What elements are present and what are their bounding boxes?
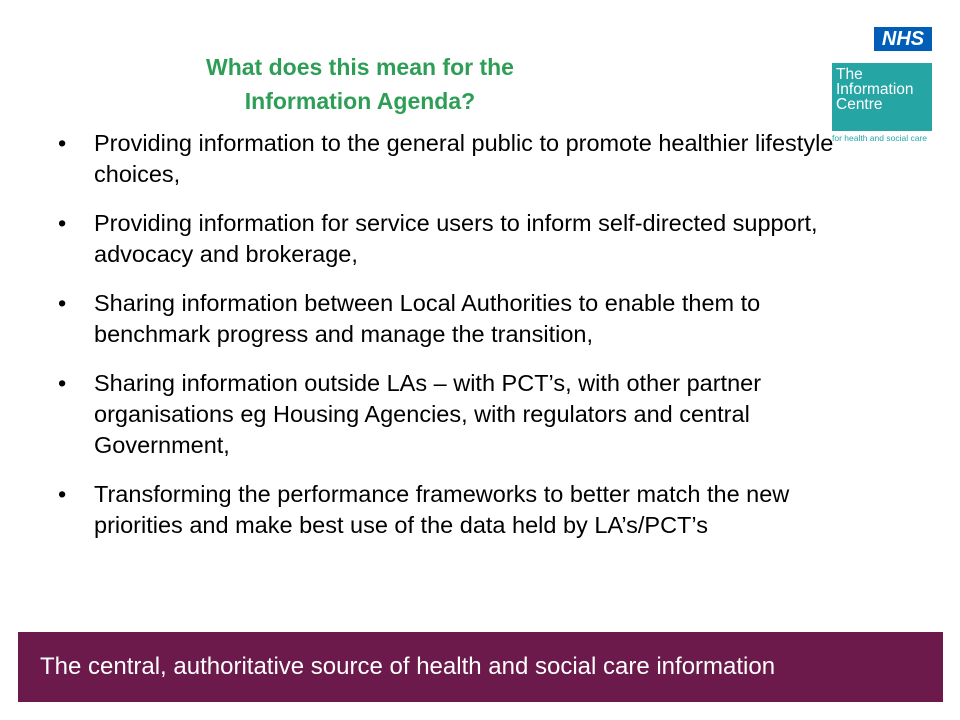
bullet-glyph: • xyxy=(58,210,67,236)
footer-tagline: The central, authoritative source of health and social care information xyxy=(40,653,776,680)
information-centre-logo xyxy=(832,63,932,131)
bullet-glyph: • xyxy=(58,130,67,156)
bullet-text: Transforming the performance frameworks to better match the new priorities and make best use of the data held by LA’s/PCT’s xyxy=(94,481,790,538)
nhs-logo: NHS xyxy=(874,27,932,51)
ic-logo-line-2: Information xyxy=(836,81,914,98)
bullet-text: Providing information for service users to inform self-directed support, advocacy and brokerage, xyxy=(94,210,818,267)
slide-title-line-2: Information Agenda? xyxy=(244,88,476,114)
slide-title xyxy=(140,50,580,118)
bullet-glyph: • xyxy=(58,370,67,396)
footer-band xyxy=(18,632,943,702)
ic-logo-line-1: The xyxy=(836,66,863,83)
bullet-item xyxy=(58,368,858,461)
bullet-item xyxy=(58,479,858,541)
bullet-item xyxy=(58,208,858,270)
bullet-text: Sharing information outside LAs – with PCT’s, with other partner organisations eg Housing Agencies, with regulators and central Government, xyxy=(94,370,762,458)
ic-logo-tagline: for health and social care xyxy=(832,133,927,143)
ic-logo-line-3: Centre xyxy=(836,96,883,113)
bullet-glyph: • xyxy=(58,290,67,316)
bullet-item xyxy=(58,288,858,350)
bullet-glyph: • xyxy=(58,481,67,507)
bullet-text: Providing information to the general public to promote healthier lifestyle choices, xyxy=(94,130,834,187)
bullet-text: Sharing information between Local Authorities to enable them to benchmark progress and manage the transition, xyxy=(94,290,761,347)
slide-title-line-1: What does this mean for the xyxy=(206,54,514,80)
bullet-item xyxy=(58,128,858,190)
bullet-list xyxy=(58,128,858,559)
